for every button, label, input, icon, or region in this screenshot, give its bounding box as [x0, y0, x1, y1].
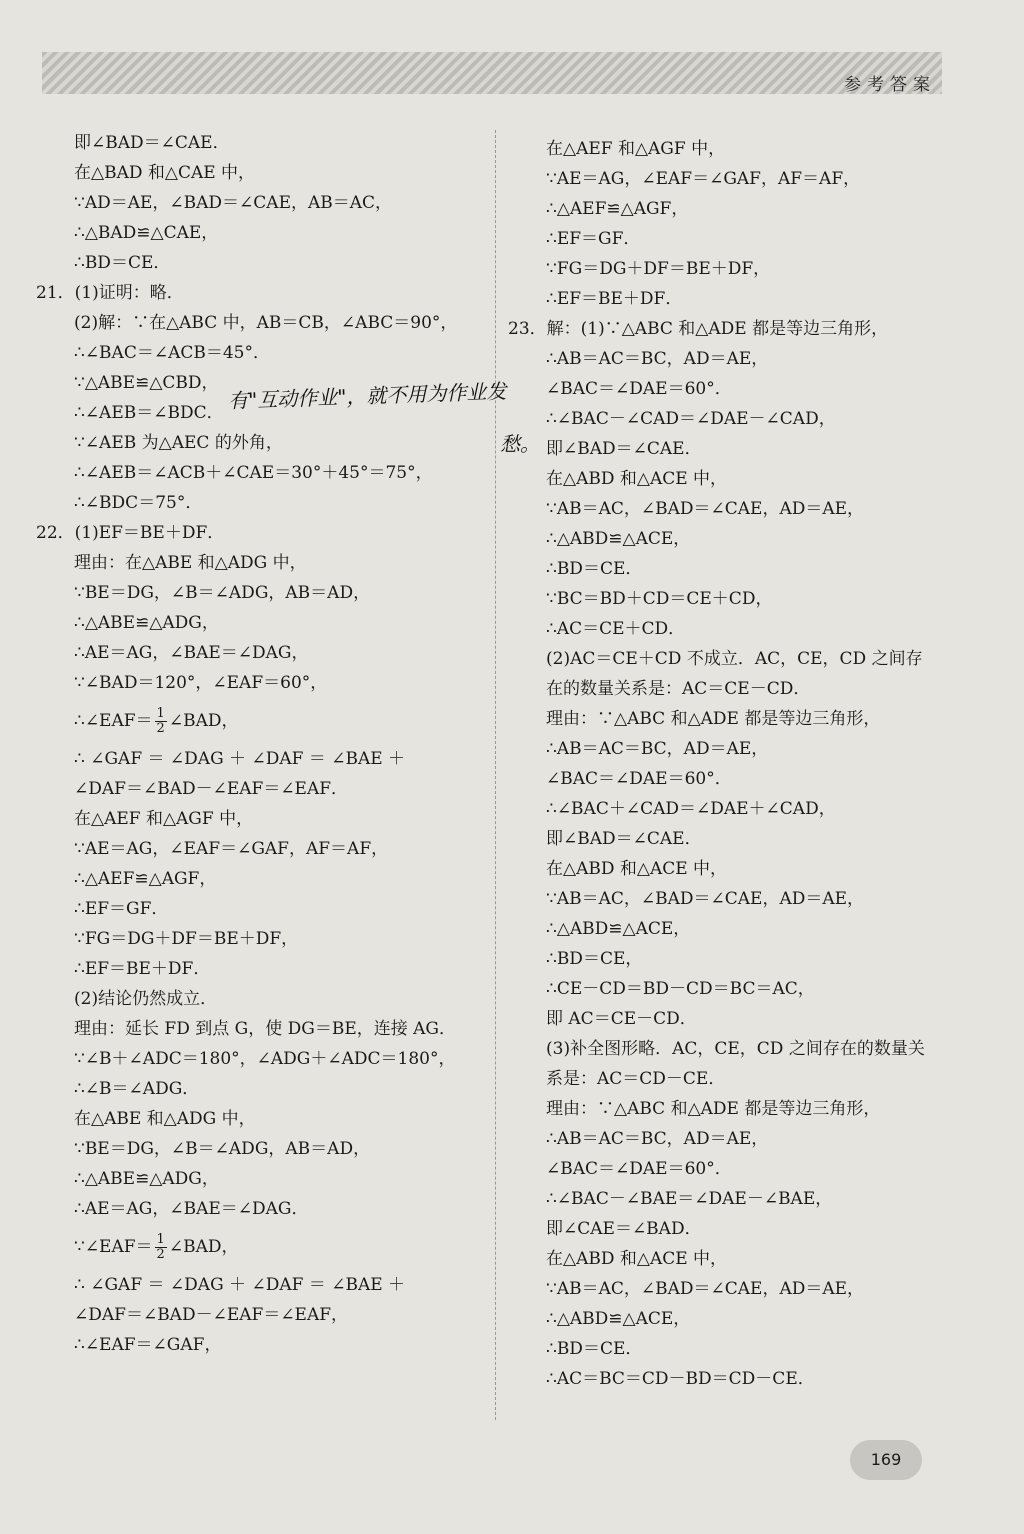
text-line: ∴△ABE≌△ADG， [74, 613, 219, 633]
fraction [155, 1233, 167, 1262]
text-line: ∴△AEF≌△AGF， [74, 869, 217, 889]
right-column [508, 134, 958, 1394]
text-line: ∴BD＝CE． [74, 253, 171, 273]
text-line: ∴∠BAC＋∠CAD＝∠DAE＋∠CAD， [546, 799, 836, 819]
text-line: ∵BE＝DG，∠B＝∠ADG，AB＝AD， [74, 583, 371, 603]
text-line: (2)AC＝CE＋CD 不成立．AC，CE，CD 之间存 [546, 649, 923, 669]
text-line: ∴EF＝GF． [74, 899, 169, 919]
text-line: ∠DAF＝∠BAD－∠EAF＝∠EAF， [74, 1305, 349, 1325]
text-line [36, 698, 486, 744]
text-line: ∴∠BAC－∠CAD＝∠DAE－∠CAD， [546, 409, 836, 429]
text-line: 即∠CAE＝∠BAD． [546, 1219, 702, 1239]
text-line: ∴AE＝AG，∠BAE＝∠DAG． [74, 1199, 309, 1219]
text-line: 即∠BAD＝∠CAE． [546, 439, 702, 459]
text-line: ∴EF＝BE＋DF． [546, 289, 683, 309]
text-line: ∴EF＝GF． [546, 229, 641, 249]
text-line: ∠BAC＝∠DAE＝60°． [546, 769, 732, 789]
text-line: ∴△AEF≌△AGF， [546, 199, 689, 219]
text-line: ∴CE－CD＝BD－CD＝BC＝AC， [546, 979, 815, 999]
text-line: ∴ ∠GAF ＝ ∠DAG ＋ ∠DAF ＝ ∠BAE ＋ [74, 749, 406, 769]
text-line: ∴BD＝CE． [546, 1339, 643, 1359]
text-line: ∴∠AEB＝∠ACB＋∠CAE＝30°＋45°＝75°， [74, 463, 433, 483]
text-line: ∴∠EAF＝∠GAF， [74, 1335, 222, 1355]
text-line: 在△AEF 和△AGF 中， [74, 809, 254, 829]
text-line: ∴AB＝AC＝BC，AD＝AE， [546, 1129, 769, 1149]
fraction-denominator: 2 [156, 721, 165, 736]
left-column [36, 128, 486, 1360]
text-line: 理由：∵△ABC 和△ADE 都是等边三角形， [546, 709, 881, 729]
text-line [36, 1224, 486, 1270]
text-line: ∴△ABE≌△ADG， [74, 1169, 219, 1189]
text-line: ∵AB＝AC，∠BAD＝∠CAE，AD＝AE， [546, 1279, 865, 1299]
section-label: 参考答案 [844, 75, 936, 95]
text-line: ∴∠B＝∠ADG． [74, 1079, 200, 1099]
text-line: 在△AEF 和△AGF 中， [546, 139, 726, 159]
page-number: 169 [850, 1440, 922, 1480]
line-text: ∵∠EAF＝ [74, 1237, 153, 1257]
text-line: ∴AB＝AC＝BC，AD＝AE， [546, 349, 769, 369]
fraction-numerator: 1 [156, 1232, 165, 1247]
text-line: (2)解：∵在△ABC 中，AB＝CB，∠ABC＝90°， [74, 313, 458, 333]
text-line: ∵AE＝AG，∠EAF＝∠GAF，AF＝AF， [74, 839, 389, 859]
text-line: 即 AC＝CE－CD． [546, 1009, 697, 1029]
text-line: ∵∠AEB 为△AEC 的外角， [74, 433, 283, 453]
text-line: (2)结论仍然成立． [74, 989, 218, 1009]
text-line: 在△BAD 和△CAE 中， [74, 163, 256, 183]
text-line: 在△ABD 和△ACE 中， [546, 469, 728, 489]
text-line: 即∠BAD＝∠CAE． [546, 829, 702, 849]
text-line: 在的数量关系是：AC＝CE－CD． [546, 679, 811, 699]
text-line: 23．解：(1)∵△ABC 和△ADE 都是等边三角形， [508, 319, 889, 339]
text-line: ∴AC＝CE＋CD． [546, 619, 686, 639]
text-line: 理由：∵△ABC 和△ADE 都是等边三角形， [546, 1099, 881, 1119]
text-line: ∴BD＝CE， [546, 949, 643, 969]
header-band [42, 52, 942, 94]
handwritten-note-cont: 愁。 [500, 432, 540, 456]
text-line: ∵AE＝AG，∠EAF＝∠GAF，AF＝AF， [546, 169, 861, 189]
text-line: 即∠BAD＝∠CAE． [74, 133, 230, 153]
text-line: 在△ABD 和△ACE 中， [546, 1249, 728, 1269]
text-line: ∵BE＝DG，∠B＝∠ADG，AB＝AD， [74, 1139, 371, 1159]
text-line: ∴BD＝CE． [546, 559, 643, 579]
text-line: ∵△ABE≌△CBD， [74, 373, 219, 393]
text-line: ∴∠BAC＝∠ACB＝45°． [74, 343, 270, 363]
text-line: ∵FG＝DG＋DF＝BE＋DF， [74, 929, 299, 949]
column-divider [495, 130, 496, 1420]
text-line: ∠BAC＝∠DAE＝60°． [546, 1159, 732, 1179]
fraction [155, 707, 167, 736]
text-line: 系是：AC＝CD－CE． [546, 1069, 726, 1089]
text-line: 在△ABE 和△ADG 中， [74, 1109, 256, 1129]
text-line: ∴△ABD≌△ACE， [546, 529, 691, 549]
text-line: ∵∠BAD＝120°，∠EAF＝60°， [74, 673, 328, 693]
text-line: ∴△ABD≌△ACE， [546, 919, 691, 939]
text-line: ∵AB＝AC，∠BAD＝∠CAE，AD＝AE， [546, 889, 865, 909]
text-line: 22．(1)EF＝BE＋DF． [36, 523, 225, 543]
text-line: ∴EF＝BE＋DF． [74, 959, 211, 979]
text-line: ∵AD＝AE，∠BAD＝∠CAE，AB＝AC， [74, 193, 393, 213]
text-line: ∴AE＝AG，∠BAE＝∠DAG， [74, 643, 309, 663]
text-line: 在△ABD 和△ACE 中， [546, 859, 728, 879]
text-line: 理由：延长 FD 到点 G，使 DG＝BE，连接 AG． [74, 1019, 456, 1039]
text-line: ∴△BAD≌△CAE， [74, 223, 219, 243]
line-text: ∴∠EAF＝ [74, 711, 153, 731]
text-line: ∴∠AEB＝∠BDC． [74, 403, 224, 423]
text-line: (3)补全图形略．AC，CE，CD 之间存在的数量关 [546, 1039, 925, 1059]
text-line: ∴∠BDC＝75°． [74, 493, 203, 513]
text-line: ∴AB＝AC＝BC，AD＝AE， [546, 739, 769, 759]
text-line: ∠DAF＝∠BAD－∠EAF＝∠EAF． [74, 779, 349, 799]
fraction-numerator: 1 [156, 706, 165, 721]
line-text: ∠BAD， [168, 1237, 239, 1257]
text-line: 21．(1)证明：略． [36, 283, 184, 303]
fraction-denominator: 2 [156, 1247, 165, 1262]
text-line: ∵BC＝BD＋CD＝CE＋CD， [546, 589, 773, 609]
text-line: ∠BAC＝∠DAE＝60°． [546, 379, 732, 399]
handwritten-note: 有"互动作业"，就不用为作业发 [227, 379, 507, 413]
text-line: ∴ ∠GAF ＝ ∠DAG ＋ ∠DAF ＝ ∠BAE ＋ [74, 1275, 406, 1295]
text-line: ∴∠BAC－∠BAE＝∠DAE－∠BAE， [546, 1189, 833, 1209]
text-line: ∴△ABD≌△ACE， [546, 1309, 691, 1329]
text-line: 理由：在△ABE 和△ADG 中， [74, 553, 307, 573]
line-text: ∠BAD， [168, 711, 239, 731]
text-line: ∵FG＝DG＋DF＝BE＋DF， [546, 259, 771, 279]
text-line: ∵∠B＋∠ADC＝180°，∠ADG＋∠ADC＝180°， [74, 1049, 456, 1069]
text-line: ∴AC＝BC＝CD－BD＝CD－CE． [546, 1369, 815, 1389]
text-line: ∵AB＝AC，∠BAD＝∠CAE，AD＝AE， [546, 499, 865, 519]
